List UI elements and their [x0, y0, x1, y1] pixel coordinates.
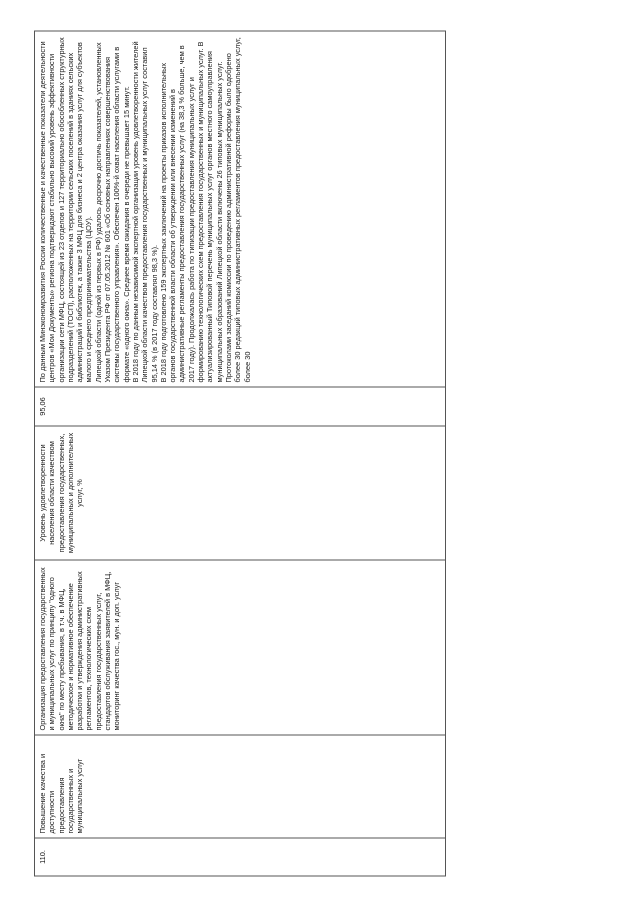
result-cell	[35, 31, 446, 387]
indicator-cell: Уровень удовлетворенности населения области качеством предоставления государственных, муниципальных и дополнительных услуг, %	[35, 426, 446, 560]
direction-cell: Повышение качества и доступности предоставления государственных и муниципальных услуг	[35, 735, 446, 838]
report-table	[34, 31, 446, 877]
measures-cell: Организация предоставления государственных и муниципальных услуг по принципу "одного окна" по месту пребывания, в т.ч. в МФЦ, методическое и нормативное обеспечение разработки и утверждения административных регламентов, технологических схем предоставления государственных услуг, стандартов обслуживания заявителей в МФЦ, мониторинг качества гос., мун. и доп. услуг	[35, 560, 446, 735]
result-paragraph: В 2018 году подготовлено 159 экспертных заключений на проекты приказов исполнительных органов государственной власти области об утверждении или внесении изменений в административные регламенты предоставления государственных услуг (на 38,3 % больше, чем в 2017 году). Продолжалась работа по типизации предоставления муниципальных услуг и формированию технологических схем предоставления государственных и муниципальных услуг. В актуализированный Типовой перечень муниципальных услуг органов местного самоуправления муниципальных образований Липецкой области включены 26 типовых муниципальных услуг. Протоколами заседаний комиссии по проведению административной реформы было одобрено более 30 редакций типовых административных регламентов предоставления муниципальных услуг, более 30	[158, 37, 252, 383]
row-number: 110.	[35, 838, 446, 876]
indicator-value-cell: 95,06	[35, 387, 446, 426]
result-paragraph: По данным Минэкономразвития России количественные и качественные показатели деятельности центров «Мои Документы» региона подтверждают стабильно высокий уровень эффективности организации сети МФЦ, состоящей из 23 отделов и 127 территориально обособленных структурных подразделений (ТОСП), расположенных на территории сельских поселений в зданиях сельских администраций и библиотек, а также 3 МФЦ для бизнеса и 2 центра оказания услуг для субъектов малого и среднего предпринимательства (ЦОУ).	[38, 37, 94, 383]
result-paragraph: Липецкой области (одной из первых в РФ) удалось досрочно достичь показателей, установленных Указом Президента РФ от 07.05.2012 № 601 «Об основных направлениях совершенствования системы государственного управления». Обеспечен 100%-й охват населения области услугами в формате «одного окна». Среднее время ожидания в очереди не превышает 15 минут.	[93, 42, 131, 383]
result-paragraph: В 2018 году по данным независимой экспертной организации уровень удовлетворенности жителей Липецкой области качеством предоставления государственных и муниципальных услуг составил 95,14 % (в 2017 году составлял 98,3 %).	[130, 41, 159, 383]
table-row	[35, 31, 446, 876]
rotated-table-container	[34, 32, 446, 877]
